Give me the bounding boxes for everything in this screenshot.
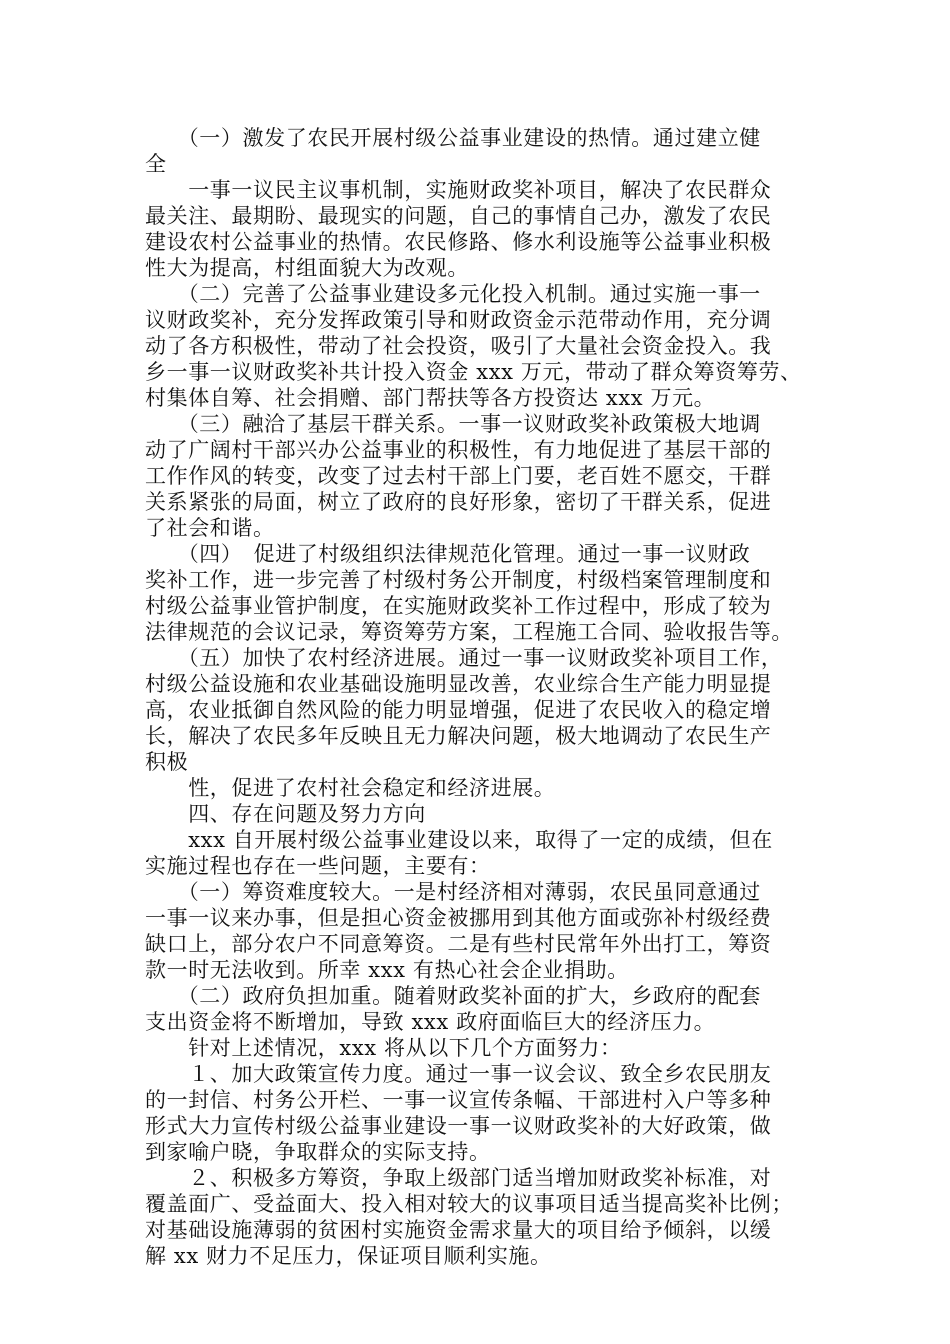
text-line: 全 <box>145 152 167 176</box>
text-line: 性大为提高，村组面貌大为改观。 <box>145 256 469 280</box>
text-line: 村级公益设施和农业基础设施明显改善，农业综合生产能力明显提 <box>145 672 772 696</box>
text-line: 四、存在问题及努力方向 <box>145 802 426 826</box>
text-line: 建设农村公益事业的热情。农民修路、修水利设施等公益事业积极 <box>145 230 772 254</box>
text-line: （四） 促进了村级组织法律规范化管理。通过一事一议财政 <box>145 542 751 566</box>
text-line: xxx 自开展村级公益事业建设以来，取得了一定的成绩，但在 <box>145 828 773 852</box>
text-line: 工作作风的转变，改变了过去村干部上门要，老百姓不愿交，干群 <box>145 464 772 488</box>
text-line: 村级公益事业管护制度，在实施财政奖补工作过程中，形成了较为 <box>145 594 772 618</box>
text-line: （五）加快了农村经济进展。通过一事一议财政奖补项目工作， <box>145 646 783 670</box>
text-line: 一事一议民主议事机制，实施财政奖补项目，解决了农民群众 <box>145 178 772 202</box>
text-line: 覆盖面广、受益面大、投入相对较大的议事项目适当提高奖补比例； <box>145 1192 793 1216</box>
text-line: 针对上述情况，xxx 将从以下几个方面努力： <box>145 1036 622 1060</box>
text-line: 形式大力宣传村级公益事业建设一事一议财政奖补的大好政策，做 <box>145 1114 772 1138</box>
text-line: （一）筹资难度较大。一是村经济相对薄弱，农民虽同意通过 <box>145 880 761 904</box>
text-line: （二）完善了公益事业建设多元化投入机制。通过实施一事一 <box>145 282 761 306</box>
text-line: 缺口上，部分农户不同意筹资。二是有些村民常年外出打工，筹资 <box>145 932 772 956</box>
text-line: 最关注、最期盼、最现实的问题，自己的事情自己办，激发了农民 <box>145 204 772 228</box>
text-line: 对基础设施薄弱的贫困村实施资金需求量大的项目给予倾斜，以缓 <box>145 1218 772 1242</box>
text-line: 奖补工作，进一步完善了村级村务公开制度，村级档案管理制度和 <box>145 568 772 592</box>
text-line: １、加大政策宣传力度。通过一事一议会议、致全乡农民朋友 <box>145 1062 772 1086</box>
text-line: 关系紧张的局面，树立了政府的良好形象，密切了干群关系，促进 <box>145 490 772 514</box>
text-line: 村集体自筹、社会捐赠、部门帮扶等各方投资达 xxx 万元。 <box>145 386 716 410</box>
text-line: 支出资金将不断增加，导致 xxx 政府面临巨大的经济压力。 <box>145 1010 716 1034</box>
text-line: （二）政府负担加重。随着财政奖补面的扩大，乡政府的配套 <box>145 984 761 1008</box>
text-line: 性，促进了农村社会稳定和经济进展。 <box>145 776 556 800</box>
text-line: 到家喻户晓，争取群众的实际支持。 <box>145 1140 491 1164</box>
text-line: 动了各方积极性，带动了社会投资，吸引了大量社会资金投入。我 <box>145 334 772 358</box>
text-line: 实施过程也存在一些问题，主要有： <box>145 854 491 878</box>
text-line: 动了广阔村干部兴办公益事业的积极性，有力地促进了基层干部的 <box>145 438 772 462</box>
text-line: （三）融洽了基层干群关系。一事一议财政奖补政策极大地调 <box>145 412 761 436</box>
text-line: 了社会和谐。 <box>145 516 275 540</box>
text-line: 一事一议来办事，但是担心资金被挪用到其他方面或弥补村级经费 <box>145 906 772 930</box>
text-line: 解 xx 财力不足压力，保证项目顺利实施。 <box>145 1244 552 1268</box>
text-line: 款一时无法收到。所幸 xxx 有热心社会企业捐助。 <box>145 958 629 982</box>
text-line: ２、积极多方筹资，争取上级部门适当增加财政奖补标准，对 <box>145 1166 772 1190</box>
text-line: （一）激发了农民开展村级公益事业建设的热情。通过建立健 <box>145 126 761 150</box>
text-line: 的一封信、村务公开栏、一事一议宣传条幅、干部进村入户等多种 <box>145 1088 772 1112</box>
text-line: 议财政奖补，充分发挥政策引导和财政资金示范带动作用，充分调 <box>145 308 772 332</box>
text-line: 法律规范的会议记录，筹资筹劳方案，工程施工合同、验收报告等。 <box>145 620 793 644</box>
text-line: 高，农业抵御自然风险的能力明显增强，促进了农民收入的稳定增 <box>145 698 772 722</box>
text-line: 积极 <box>145 750 189 774</box>
text-line: 长，解决了农民多年反映且无力解决问题，极大地调动了农民生产 <box>145 724 772 748</box>
text-line: 乡一事一议财政奖补共计投入资金 xxx 万元，带动了群众筹资筹劳、 <box>145 360 802 384</box>
